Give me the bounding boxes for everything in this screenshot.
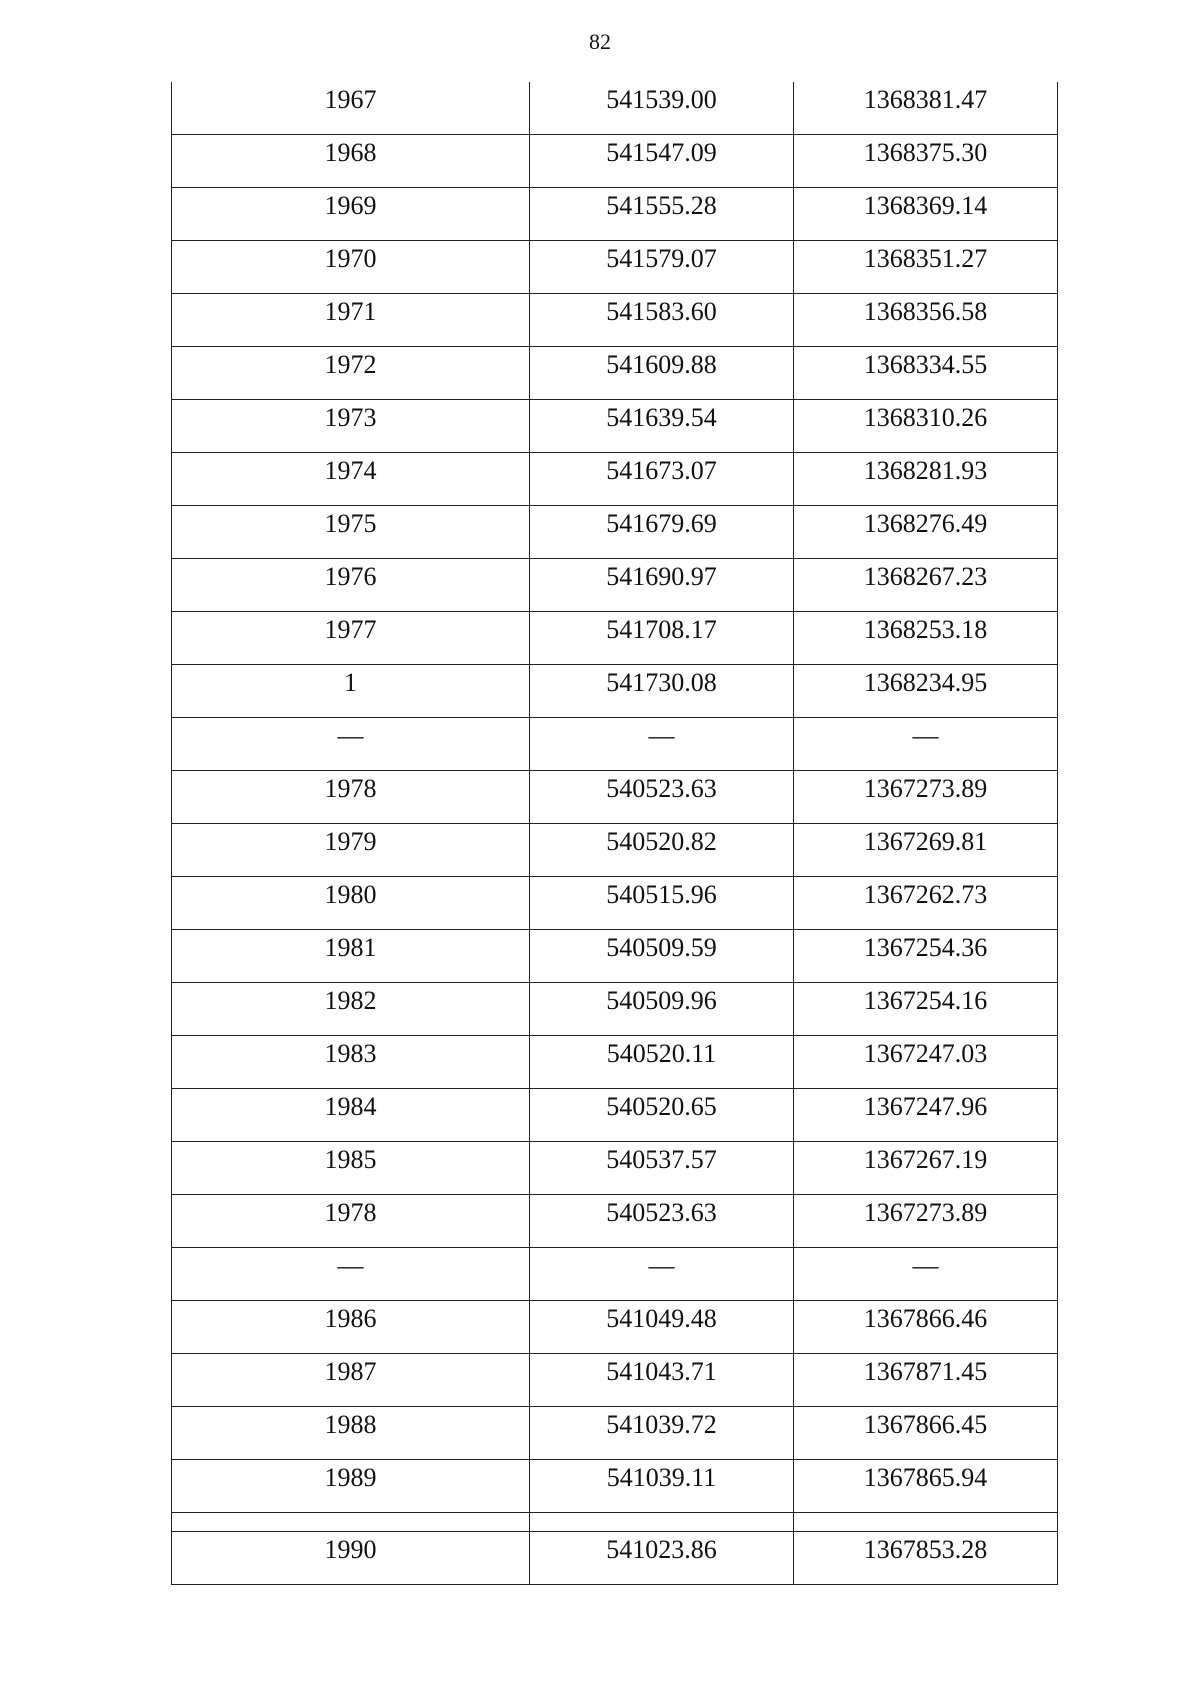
x-coordinate-cell: 540509.96 [530, 983, 794, 1036]
point-number-cell: 1969 [172, 188, 530, 241]
point-number-cell: 1983 [172, 1036, 530, 1089]
table-row [172, 400, 1058, 453]
point-number-cell: 1979 [172, 824, 530, 877]
point-number-cell: 1982 [172, 983, 530, 1036]
table-row [172, 1036, 1058, 1089]
table-row [172, 1301, 1058, 1354]
x-coordinate-cell: 541049.48 [530, 1301, 794, 1354]
x-coordinate-cell [530, 1513, 794, 1532]
table-row [172, 506, 1058, 559]
table-row [172, 1354, 1058, 1407]
point-number-cell [172, 1513, 530, 1532]
point-number-cell: 1973 [172, 400, 530, 453]
coordinates-table [171, 82, 1058, 1585]
x-coordinate-cell: — [530, 718, 794, 771]
x-coordinate-cell: 541708.17 [530, 612, 794, 665]
table-row [172, 453, 1058, 506]
table-row [172, 1532, 1058, 1585]
table-row [172, 877, 1058, 930]
table-row [172, 294, 1058, 347]
point-number-cell: 1974 [172, 453, 530, 506]
y-coordinate-cell: 1368356.58 [794, 294, 1058, 347]
y-coordinate-cell: 1368310.26 [794, 400, 1058, 453]
y-coordinate-cell: 1368351.27 [794, 241, 1058, 294]
x-coordinate-cell: 541547.09 [530, 135, 794, 188]
y-coordinate-cell: 1368334.55 [794, 347, 1058, 400]
y-coordinate-cell: 1367254.16 [794, 983, 1058, 1036]
y-coordinate-cell: 1368281.93 [794, 453, 1058, 506]
x-coordinate-cell: 541730.08 [530, 665, 794, 718]
point-number-cell: 1967 [172, 82, 530, 135]
y-coordinate-cell: 1367273.89 [794, 771, 1058, 824]
table-row [172, 771, 1058, 824]
x-coordinate-cell: 541039.11 [530, 1460, 794, 1513]
table-row [172, 347, 1058, 400]
x-coordinate-cell: 541023.86 [530, 1532, 794, 1585]
point-number-cell: 1990 [172, 1532, 530, 1585]
point-number-cell: 1978 [172, 1195, 530, 1248]
point-number-cell: — [172, 1248, 530, 1301]
y-coordinate-cell: 1367866.46 [794, 1301, 1058, 1354]
point-number-cell: 1980 [172, 877, 530, 930]
table-row [172, 1248, 1058, 1301]
x-coordinate-cell: 540520.82 [530, 824, 794, 877]
point-number-cell: 1987 [172, 1354, 530, 1407]
y-coordinate-cell: 1368369.14 [794, 188, 1058, 241]
x-coordinate-cell: 541539.00 [530, 82, 794, 135]
table-row [172, 1195, 1058, 1248]
page-number: 82 [589, 29, 611, 54]
x-coordinate-cell: 540520.11 [530, 1036, 794, 1089]
point-number-cell: 1977 [172, 612, 530, 665]
table-row [172, 135, 1058, 188]
point-number-cell: 1984 [172, 1089, 530, 1142]
y-coordinate-cell: 1368234.95 [794, 665, 1058, 718]
table-row [172, 824, 1058, 877]
table-row [172, 930, 1058, 983]
y-coordinate-cell: 1368381.47 [794, 82, 1058, 135]
y-coordinate-cell: — [794, 718, 1058, 771]
table-row [172, 718, 1058, 771]
x-coordinate-cell: 541690.97 [530, 559, 794, 612]
point-number-cell: 1972 [172, 347, 530, 400]
x-coordinate-cell: 541639.54 [530, 400, 794, 453]
y-coordinate-cell: 1367262.73 [794, 877, 1058, 930]
y-coordinate-cell: 1367269.81 [794, 824, 1058, 877]
table-row [172, 1142, 1058, 1195]
point-number-cell: 1989 [172, 1460, 530, 1513]
x-coordinate-cell: 540523.63 [530, 1195, 794, 1248]
y-coordinate-cell: 1368276.49 [794, 506, 1058, 559]
y-coordinate-cell: 1367267.19 [794, 1142, 1058, 1195]
table-row [172, 1513, 1058, 1532]
point-number-cell: — [172, 718, 530, 771]
x-coordinate-cell: 541043.71 [530, 1354, 794, 1407]
y-coordinate-cell: 1367865.94 [794, 1460, 1058, 1513]
point-number-cell: 1978 [172, 771, 530, 824]
x-coordinate-cell: 540523.63 [530, 771, 794, 824]
point-number-cell: 1986 [172, 1301, 530, 1354]
table-row [172, 1407, 1058, 1460]
table-row [172, 983, 1058, 1036]
point-number-cell: 1 [172, 665, 530, 718]
point-number-cell: 1988 [172, 1407, 530, 1460]
table-row [172, 241, 1058, 294]
x-coordinate-cell: 541039.72 [530, 1407, 794, 1460]
x-coordinate-cell: 541555.28 [530, 188, 794, 241]
point-number-cell: 1970 [172, 241, 530, 294]
y-coordinate-cell: 1368253.18 [794, 612, 1058, 665]
x-coordinate-cell: 541673.07 [530, 453, 794, 506]
x-coordinate-cell: 540520.65 [530, 1089, 794, 1142]
table-row [172, 559, 1058, 612]
x-coordinate-cell: 541609.88 [530, 347, 794, 400]
y-coordinate-cell: 1367866.45 [794, 1407, 1058, 1460]
point-number-cell: 1981 [172, 930, 530, 983]
x-coordinate-cell: 540537.57 [530, 1142, 794, 1195]
x-coordinate-cell: 540515.96 [530, 877, 794, 930]
x-coordinate-cell: 541679.69 [530, 506, 794, 559]
coordinates-table-body [172, 82, 1058, 1585]
y-coordinate-cell: 1367871.45 [794, 1354, 1058, 1407]
y-coordinate-cell [794, 1513, 1058, 1532]
table-row [172, 188, 1058, 241]
x-coordinate-cell: — [530, 1248, 794, 1301]
x-coordinate-cell: 540509.59 [530, 930, 794, 983]
y-coordinate-cell: 1367853.28 [794, 1532, 1058, 1585]
y-coordinate-cell: 1367273.89 [794, 1195, 1058, 1248]
table-row [172, 612, 1058, 665]
table-row [172, 1089, 1058, 1142]
table-row [172, 1460, 1058, 1513]
y-coordinate-cell: 1367247.96 [794, 1089, 1058, 1142]
y-coordinate-cell: 1367247.03 [794, 1036, 1058, 1089]
x-coordinate-cell: 541583.60 [530, 294, 794, 347]
table-row [172, 665, 1058, 718]
y-coordinate-cell: 1368375.30 [794, 135, 1058, 188]
table-row [172, 82, 1058, 135]
point-number-cell: 1971 [172, 294, 530, 347]
point-number-cell: 1976 [172, 559, 530, 612]
y-coordinate-cell: 1367254.36 [794, 930, 1058, 983]
point-number-cell: 1968 [172, 135, 530, 188]
point-number-cell: 1975 [172, 506, 530, 559]
x-coordinate-cell: 541579.07 [530, 241, 794, 294]
point-number-cell: 1985 [172, 1142, 530, 1195]
y-coordinate-cell: 1368267.23 [794, 559, 1058, 612]
y-coordinate-cell: — [794, 1248, 1058, 1301]
